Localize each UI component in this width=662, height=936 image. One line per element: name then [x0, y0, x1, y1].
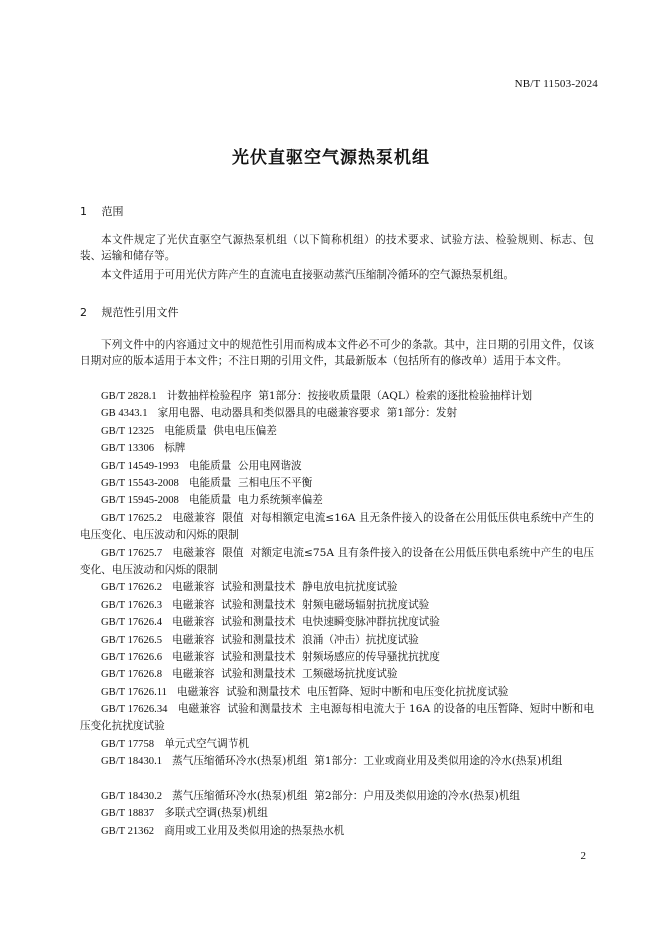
reference-code: GB/T 17626.3	[101, 599, 163, 611]
section-title: 规范性引用文件	[101, 306, 179, 319]
reference-title: 电磁兼容 试验和测量技术 电压暂降、短时中断和电压变化抗扰度试验	[177, 685, 509, 698]
reference-code: GB/T 17626.2	[101, 582, 163, 594]
reference-item	[80, 440, 594, 457]
reference-title: 商用或工业用及类似用途的热泵热水机	[164, 824, 345, 837]
scope-paragraph-1: 本文件规定了光伏直驱空气源热泵机组（以下简称机组）的技术要求、试验方法、检验规则、标志、包装、运输和储存等。	[80, 234, 594, 262]
reference-item	[80, 475, 594, 492]
reference-item	[80, 805, 594, 822]
reference-code: GB/T 2828.1	[101, 391, 157, 402]
reference-code: GB/T 15945-2008	[101, 495, 179, 507]
reference-code: GB/T 12325	[101, 425, 155, 437]
reference-title: 单元式空气调节机	[164, 737, 249, 750]
reference-item	[80, 788, 594, 805]
reference-item	[80, 423, 594, 440]
reference-title: 电磁兼容 试验和测量技术 浪涌（冲击）抗扰度试验	[172, 633, 419, 646]
references-intro-paragraph: 下列文件中的内容通过文中的规范性引用而构成本文件必不可少的条款。其中，注日期的引用文件，仅该日期对应的版本适用于本文件；不注日期的引用文件，其最新版本（包括所有的修改单）适用于本文件。	[80, 339, 594, 367]
reference-title: 电磁兼容 试验和测量技术 电快速瞬变脉冲群抗扰度试验	[172, 616, 440, 629]
page-number: 2	[580, 850, 586, 862]
reference-code: GB/T 18837	[101, 808, 155, 820]
section-number: 2	[80, 306, 87, 319]
section-heading-normative-references	[80, 304, 179, 320]
reference-code: GB/T 13306	[101, 443, 155, 455]
reference-item	[80, 701, 594, 736]
reference-list	[80, 388, 594, 840]
reference-item	[80, 736, 594, 753]
reference-item	[80, 632, 594, 649]
reference-item	[80, 579, 594, 596]
reference-item	[80, 753, 594, 788]
reference-title: 电磁兼容 试验和测量技术 工频磁场抗扰度试验	[172, 668, 398, 681]
reference-code: GB/T 17626.5	[101, 634, 163, 646]
reference-title: 电能质量 供电电压偏差	[164, 424, 277, 437]
reference-item	[80, 388, 594, 405]
reference-code: GB/T 17626.6	[101, 651, 163, 663]
page-title: 光伏直驱空气源热泵机组	[232, 148, 430, 168]
reference-code: GB/T 15543-2008	[101, 477, 179, 489]
reference-code: GB 4343.1	[101, 408, 148, 420]
reference-title: 电磁兼容 试验和测量技术 射频电磁场辐射抗扰度试验	[172, 598, 430, 611]
reference-item	[80, 666, 594, 683]
reference-item	[80, 649, 594, 666]
section-number: 1	[80, 205, 87, 218]
reference-item	[80, 492, 594, 509]
reference-code: GB/T 21362	[101, 825, 155, 837]
reference-code: GB/T 17625.2	[101, 512, 163, 524]
reference-code: GB/T 17626.4	[101, 617, 163, 629]
reference-code: GB/T 17626.8	[101, 669, 163, 681]
reference-code: GB/T 17758	[101, 738, 155, 750]
reference-title: 蒸气压缩循环冷水(热泵)机组 第1部分：工业或商业用及类似用途的冷水(热泵)机组	[172, 755, 563, 768]
reference-title: 电能质量 公用电网谐波	[188, 459, 302, 472]
reference-code: GB/T 17625.7	[101, 547, 163, 559]
reference-item	[80, 458, 594, 475]
reference-title: 多联式空调(热泵)机组	[164, 807, 268, 820]
reference-title: 电磁兼容 限值 对每相额定电流≤16A 且无条件接入的设备在公用低压供电系统中产生的电压变化、电压波动和闪烁的限制	[80, 511, 594, 541]
reference-title: 电能质量 三相电压不平衡	[188, 476, 313, 489]
reference-title: 标牌	[164, 442, 186, 455]
reference-code: GB/T 17626.11	[101, 686, 167, 698]
reference-title: 计数抽样检验程序 第1部分：按接收质量限（AQL）检索的逐批检验抽样计划	[166, 390, 533, 402]
reference-item	[80, 510, 594, 545]
reference-item	[80, 405, 594, 422]
reference-code: GB/T 18430.1	[101, 756, 163, 768]
reference-item	[80, 823, 594, 840]
reference-code: GB/T 14549-1993	[101, 460, 179, 472]
reference-title: 蒸气压缩循环冷水(热泵)机组 第2部分：户用及类似用途的冷水(热泵)机组	[172, 790, 520, 803]
section-heading-scope	[80, 203, 124, 219]
reference-title: 电磁兼容 试验和测量技术 主电源每相电流大于 16A 的设备的电压暂降、短时中断和电压变化抗扰度试验	[80, 703, 594, 733]
scope-paragraph-2: 本文件适用于可用光伏方阵产生的直流电直接驱动蒸汽压缩制冷循环的空气源热泵机组。	[101, 269, 515, 281]
standard-number: NB/T 11503-2024	[514, 78, 598, 90]
reference-item	[80, 684, 594, 701]
reference-title: 电磁兼容 试验和测量技术 静电放电抗扰度试验	[172, 581, 398, 594]
reference-code: GB/T 17626.34	[101, 704, 168, 716]
reference-title: 电磁兼容 试验和测量技术 射频场感应的传导骚扰抗扰度	[172, 650, 440, 663]
reference-item	[80, 597, 594, 614]
reference-title: 电磁兼容 限值 对额定电流≤75A 且有条件接入的设备在公用低压供电系统中产生的电压变化、电压波动和闪烁的限制	[80, 546, 594, 576]
reference-title: 家用电器、电动器具和类似器具的电磁兼容要求 第1部分：发射	[157, 407, 458, 420]
reference-code: GB/T 18430.2	[101, 791, 163, 803]
section-title: 范围	[101, 205, 124, 218]
reference-item	[80, 545, 594, 580]
reference-item	[80, 614, 594, 631]
reference-title: 电能质量 电力系统频率偏差	[188, 494, 323, 507]
